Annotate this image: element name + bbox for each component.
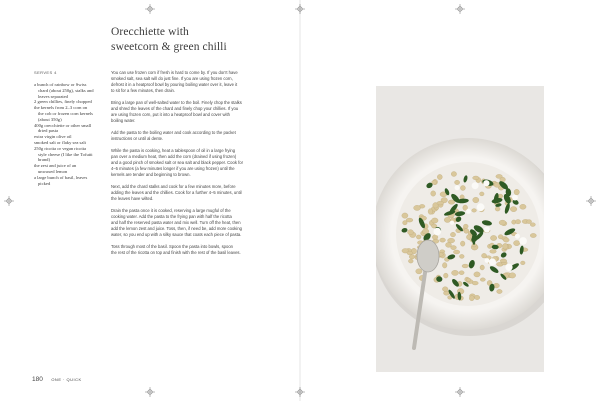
ingredient-line: 400g orecchiette or other small	[34, 122, 92, 128]
pasta-piece	[474, 272, 480, 277]
method-line: instructions or until al dente.	[111, 136, 164, 141]
pasta-piece	[451, 246, 457, 250]
pasta-piece	[460, 241, 465, 246]
method-paragraph	[111, 184, 266, 202]
pasta-piece	[432, 235, 438, 240]
pasta-piece	[499, 220, 506, 225]
ricotta-dollop	[483, 180, 489, 186]
pasta-piece	[509, 273, 516, 278]
pasta-piece	[440, 238, 446, 242]
ingredient-line: style cheese (I like the Tofutti	[38, 151, 93, 157]
pasta-piece	[482, 253, 487, 258]
pasta-piece	[416, 269, 422, 274]
ingredient-line: brand)	[38, 157, 50, 163]
dish-photo	[376, 86, 544, 372]
method-line: boiling water.	[111, 118, 136, 123]
ingredient-line: unwaxed lemon	[38, 168, 68, 174]
ricotta-dollop	[515, 234, 520, 239]
method-paragraph	[111, 130, 266, 142]
method-line: are using frozen corn, put it into a heatproof bowl and cover with	[111, 112, 230, 117]
method-paragraph	[111, 148, 266, 178]
pasta-piece	[474, 295, 479, 299]
pasta-piece	[503, 243, 508, 249]
method-line: defrost it in a heatproof bowl by pouring boiling water over it, leave it	[111, 82, 238, 87]
method-line: smoked salt, sea salt will do just fine. If you are using frozen corn,	[111, 76, 233, 81]
method-text	[111, 70, 266, 262]
ingredient-line: dried pasta	[38, 128, 59, 134]
method-line: pan over a medium heat, then add the corn (drained if using frozen)	[111, 154, 237, 159]
pasta-piece	[500, 259, 507, 263]
ingredient-line: the zest and juice of an	[34, 163, 77, 169]
ingredient-line: the cob or frozen corn kernels	[38, 110, 93, 116]
recipe-title-line-2: sweetcorn & green chilli	[111, 41, 227, 53]
registration-mark-bottom-right	[455, 387, 465, 397]
ingredient-line: chard (about 250g), stalks and	[38, 87, 94, 93]
ingredient-line: the kernels from 2–3 corn on	[34, 105, 88, 111]
ingredient-line: a large bunch of basil, leaves	[34, 174, 88, 180]
method-line: the rest of the ricotta on top and finish with the rest of the basil leaves.	[111, 250, 241, 255]
pasta-piece	[473, 197, 479, 203]
method-line: water, so you end up with a silky sauce that coats each piece of pasta.	[111, 232, 242, 237]
recipe-title	[111, 25, 281, 55]
pasta-piece	[444, 217, 450, 222]
ingredient-line: 2 green chillies, finely chopped	[34, 99, 92, 105]
pasta-piece	[428, 209, 433, 215]
ingredient-line: (about 350g)	[38, 116, 62, 122]
ricotta-dollop	[485, 258, 490, 263]
pasta-piece	[498, 235, 503, 239]
method-line: to sit for a few minutes, then drain.	[111, 88, 176, 93]
registration-mark-top-right	[455, 4, 465, 14]
ricotta-dollop	[519, 237, 527, 245]
pasta-piece	[450, 232, 455, 237]
pasta-piece	[464, 228, 469, 233]
folio	[32, 368, 82, 386]
method-line: Drain the pasta once it is cooked, reserving a large mugful of the	[111, 208, 231, 213]
pasta-piece	[480, 265, 484, 270]
pasta-piece	[514, 189, 519, 195]
method-line: adding the leaves and the chillies. Cook for a further 4–5 minutes, until	[111, 190, 242, 195]
book-gutter	[299, 0, 301, 401]
pasta-piece	[473, 176, 479, 180]
method-line: You can use frozen corn if fresh is hard to come by. If you don't have	[111, 70, 238, 75]
pasta-piece	[463, 224, 468, 228]
pasta-piece	[459, 254, 464, 258]
pasta-piece	[520, 204, 526, 209]
method-line: 4–5 minutes (a few minutes longer if you are using frozen) until the	[111, 166, 235, 171]
method-line: Bring a large pan of well-salted water to the boil. Finely chop the stalks	[111, 100, 242, 105]
pasta-piece	[530, 233, 536, 237]
method-line: cooking water. Add the pasta to the frying pan with half the ricotta	[111, 214, 232, 219]
ingredient-list	[34, 82, 104, 186]
method-line: the leaves have wilted.	[111, 196, 154, 201]
registration-mark-left	[4, 196, 14, 206]
recipe-title-line-1: Orecchiette with	[111, 26, 189, 38]
pasta-piece	[431, 191, 436, 196]
pasta-piece	[402, 213, 408, 218]
ricotta-dollop	[455, 185, 460, 190]
pasta-piece	[455, 180, 460, 184]
pasta-piece	[452, 270, 459, 275]
method-paragraph	[111, 100, 266, 124]
pasta-piece	[460, 186, 465, 191]
ricotta-dollop	[477, 203, 485, 211]
pasta-piece	[414, 205, 421, 210]
registration-mark-top-left	[145, 4, 155, 14]
ingredient-line: a bunch of rainbow or Swiss	[34, 82, 87, 87]
pasta-piece	[490, 235, 496, 240]
chapter-label: ONE · QUICK	[51, 377, 82, 382]
pasta-piece	[442, 287, 448, 292]
pasta-piece	[503, 238, 509, 242]
pasta-piece	[416, 235, 421, 239]
pasta-piece	[453, 250, 459, 254]
method-line: Toss through most of the basil. Spoon the pasta into bowls, spoon	[111, 244, 233, 249]
registration-mark-bottom-left	[145, 387, 155, 397]
ricotta-dollop	[450, 221, 454, 225]
pasta-piece	[480, 278, 485, 282]
page-number: 180	[32, 376, 43, 383]
pasta-piece	[472, 281, 478, 285]
pasta-piece	[444, 273, 449, 278]
ricotta-dollop	[484, 227, 490, 233]
pasta-piece	[403, 221, 408, 225]
pasta-piece	[462, 264, 468, 268]
pasta-piece	[446, 242, 452, 247]
method-paragraph	[111, 244, 266, 256]
method-line: and a good pinch of smoked salt or sea salt and black pepper. Cook for	[111, 160, 243, 165]
pasta-piece	[437, 174, 442, 179]
ricotta-dollop	[512, 195, 518, 201]
pasta-piece	[466, 278, 471, 282]
pasta-piece	[408, 230, 414, 235]
pasta-piece	[408, 259, 413, 263]
pasta-piece	[514, 241, 520, 246]
registration-mark-center-bottom	[295, 387, 305, 397]
serves-label: SERVES 4	[34, 70, 57, 75]
registration-mark-right	[586, 196, 596, 206]
ricotta-dollop	[472, 182, 479, 189]
ingredient-line: 250g ricotta or vegan ricotta	[34, 145, 87, 151]
pasta-piece	[515, 220, 520, 224]
pasta-piece	[451, 172, 456, 177]
method-line: and shred the leaves of the chard and finely chop your chillies. If you	[111, 106, 239, 111]
pasta-piece	[521, 261, 526, 265]
pasta-piece	[407, 251, 413, 255]
ingredient-line: extra virgin olive oil	[34, 134, 72, 140]
ingredient-line: smoked salt or flaky sea salt	[34, 139, 86, 145]
ricotta-dollop	[505, 264, 512, 271]
pasta-piece	[432, 218, 439, 223]
ricotta-dollop	[466, 209, 471, 214]
method-line: add the lemon zest and juice. Toss, then, if need be, add more cooking	[111, 226, 242, 231]
method-line: kernels are tender and beginning to brown.	[111, 172, 191, 177]
pasta-piece	[497, 289, 503, 293]
pasta-piece	[459, 271, 464, 275]
pasta-piece	[510, 207, 517, 212]
pasta-piece	[530, 223, 535, 227]
method-line: and half the reserved pasta water and mix well. Turn off the heat, then	[111, 220, 241, 225]
pasta-piece	[472, 209, 477, 213]
method-paragraph	[111, 70, 266, 94]
ingredient-line: leaves separated	[38, 93, 68, 99]
ingredient-line: picked	[38, 180, 51, 186]
ricotta-dollop	[434, 228, 442, 236]
registration-mark-center-top	[295, 4, 305, 14]
pasta-piece	[490, 250, 497, 254]
pasta-piece	[480, 192, 485, 196]
pasta-piece	[448, 200, 455, 204]
pasta-piece	[495, 207, 500, 211]
method-paragraph	[111, 208, 266, 238]
pasta-piece	[442, 263, 447, 269]
ricotta-dollop	[489, 258, 496, 265]
pasta-piece	[437, 201, 444, 205]
method-line: While the pasta is cooking, heat a tablespoon of oil in a large frying	[111, 148, 236, 153]
method-line: Add the pasta to the boiling water and cook according to the packet	[111, 130, 236, 135]
pasta-piece	[469, 296, 474, 301]
pasta-piece	[409, 254, 415, 259]
method-line: Next, add the chard stalks and cook for a few minutes more, before	[111, 184, 236, 189]
